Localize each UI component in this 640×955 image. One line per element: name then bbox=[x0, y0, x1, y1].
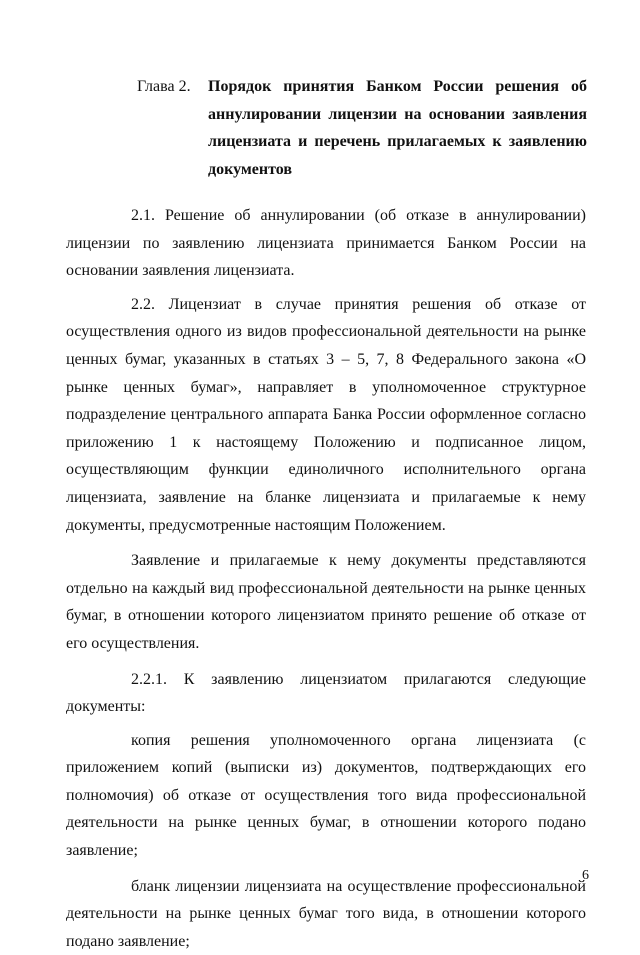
paragraph-2-2: 2.2. Лицензиат в случае принятия решения об отказе от осуществления одного из видов профессиональной деятельности на рынке ценных бумаг, указанных в статьях 3 – 5, 7, 8 Федерального закона «О рынке ценных бумаг», направляет в уполномоченное структурное подразделение центрального аппарата Банка России оформленное согласно приложению 1 к настоящему Положению и подписанное лицом, осуществляющим функции единоличного исполнительного органа лицензиата, заявление на бланке лицензиата и прилагаемые к нему документы, предусмотренные настоящим Положением. bbox=[66, 295, 586, 534]
page-number: 6 bbox=[582, 868, 589, 883]
list-item-decision-copy: копия решения уполномоченного органа лицензиата (с приложением копий (выписки из) документов, подтверждающих его полномочия) об отказе от осуществления того вида профессиональной деятельности на рынке ценных бумаг, в отношении которого подано заявление; bbox=[66, 731, 586, 860]
chapter-heading bbox=[137, 73, 587, 183]
paragraph-2-2-1: 2.2.1. К заявлению лицензиатом прилагаются следующие документы: bbox=[66, 670, 586, 716]
document-body bbox=[66, 202, 586, 955]
chapter-label: Глава 2. bbox=[137, 78, 191, 95]
paragraph-2-1: 2.1. Решение об аннулировании (об отказе в аннулировании) лицензии по заявлению лицензиата принимается Банком России на основании заявления лицензиата. bbox=[66, 207, 586, 280]
chapter-title: Порядок принятия Банком России решения об аннулировании лицензии на основании заявления лицензиата и перечень прилагаемых к заявлению документов bbox=[208, 78, 587, 178]
paragraph-application-separate: Заявление и прилагаемые к нему документы представляются отдельно на каждый вид профессиональной деятельности на рынке ценных бумаг, в отношении которого лицензиатом принято решение об отказе от его осуществления. bbox=[66, 552, 586, 652]
list-item-license-form: бланк лицензии лицензиата на осуществление профессиональной деятельности на рынке ценных бумаг того вида, в отношении которого подано заявление; bbox=[66, 877, 586, 950]
